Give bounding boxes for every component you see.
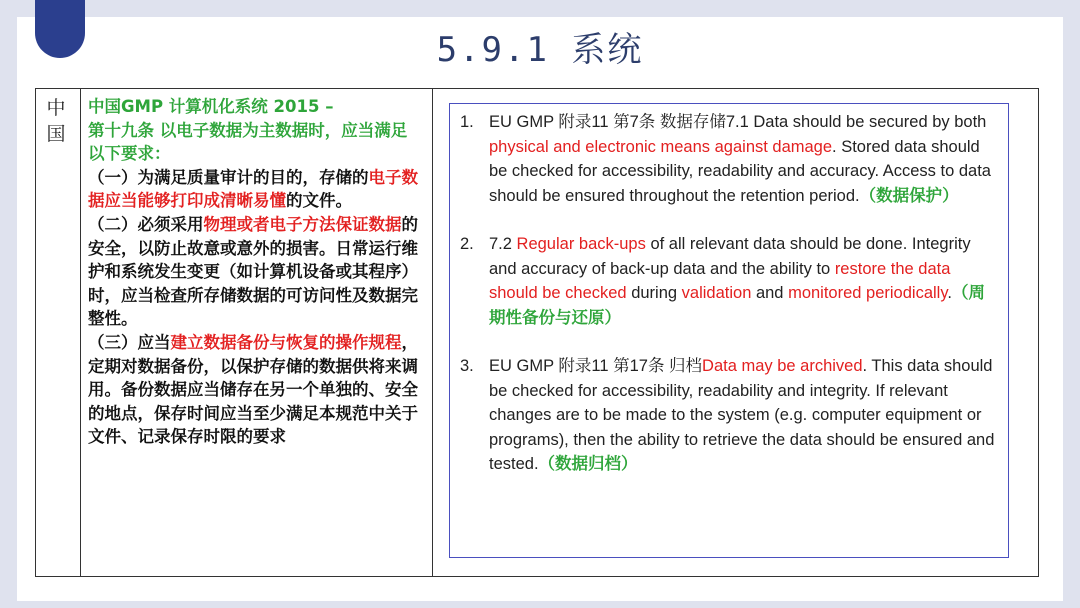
text: 7.2 <box>489 235 517 253</box>
text: and <box>751 284 789 302</box>
list-item <box>460 232 1000 330</box>
text: （三）应当 <box>88 332 171 352</box>
cn-paragraph-3 <box>88 331 418 449</box>
text: . Stored data should be checked for accessibility, readability and accuracy. Access to data should be ensured throughout the retention period. <box>489 137 991 205</box>
list-item <box>460 110 1000 208</box>
highlight-text: Data may be archived <box>702 357 863 375</box>
text: （一）为满足质量审计的目的，存储的 <box>88 167 369 187</box>
region-label-char: 国 <box>46 123 66 145</box>
highlight-text: 物理或者电子方法保证数据 <box>203 214 402 234</box>
highlight-text: monitored periodically <box>788 284 948 302</box>
list-item <box>460 354 1000 477</box>
text: 的文件。 <box>286 191 352 211</box>
column-divider <box>432 89 433 576</box>
text: during <box>626 284 682 302</box>
page-title: 5.9.1 系统 <box>436 30 644 70</box>
item-number: 1. <box>460 113 474 131</box>
text: 的安全，以防止故意或意外的损害。日常运行维护和系统发生变更（如计算机设备或其程序）时，应当检查所存储数据的可访问性及数据完整性。 <box>88 214 418 329</box>
eu-gmp-list <box>460 110 1000 501</box>
text: EU GMP 附录11 第7条 数据存储7.1 Data should be secured by both <box>489 113 987 131</box>
highlight-text: 电子数据应当能够打印成清晰易懂 <box>88 167 418 211</box>
highlight-text: physical and electronic means against damage <box>489 137 833 156</box>
item-number: 3. <box>460 357 474 375</box>
column-divider <box>80 89 81 576</box>
topic-tag: （数据归档） <box>538 455 638 473</box>
text: ，定期对数据备份，以保护存储的数据供将来调用。备份数据应当储存在另一个单独的、安全的地点，保存时间应当至少满足本规范中关于文件、记录保存时限的要求 <box>88 332 418 447</box>
highlight-text: restore the data should be checked <box>489 259 951 302</box>
item-number: 2. <box>460 235 474 253</box>
topic-tag: （数据保护） <box>859 186 959 205</box>
highlight-text: Regular back-ups <box>516 235 646 253</box>
china-gmp-text <box>88 95 418 449</box>
highlight-text: validation <box>681 284 752 302</box>
cn-heading <box>88 95 418 166</box>
topic-tag: （周期性备份与还原） <box>489 284 985 327</box>
cn-heading-line: 中国GMP 计算机化系统 2015 – <box>88 97 334 116</box>
comparison-table <box>35 88 1039 577</box>
cn-paragraph-1 <box>88 166 418 213</box>
region-label <box>44 95 68 147</box>
eu-gmp-box <box>449 103 1009 558</box>
cn-heading-line: 第十九条 以电子数据为主数据时，应当满足以下要求： <box>88 120 408 164</box>
highlight-text: 建立数据备份与恢复的操作规程 <box>170 332 402 352</box>
text: （二）必须采用 <box>88 214 204 234</box>
region-label-char: 中 <box>46 97 66 119</box>
text: . This data should be checked for accessibility, readability and integrity. If relevant changes are to be made to the system (e.g. computer equipment or programs), then the ability to retrieve the data should be ensured and tested. <box>489 357 995 473</box>
text: . <box>947 284 952 302</box>
text: EU GMP 附录11 第17条 归档 <box>489 357 703 375</box>
cn-paragraph-2 <box>88 213 418 331</box>
text: of all relevant data should be done. Integrity and accuracy of back-up data and the ability to <box>489 235 971 278</box>
